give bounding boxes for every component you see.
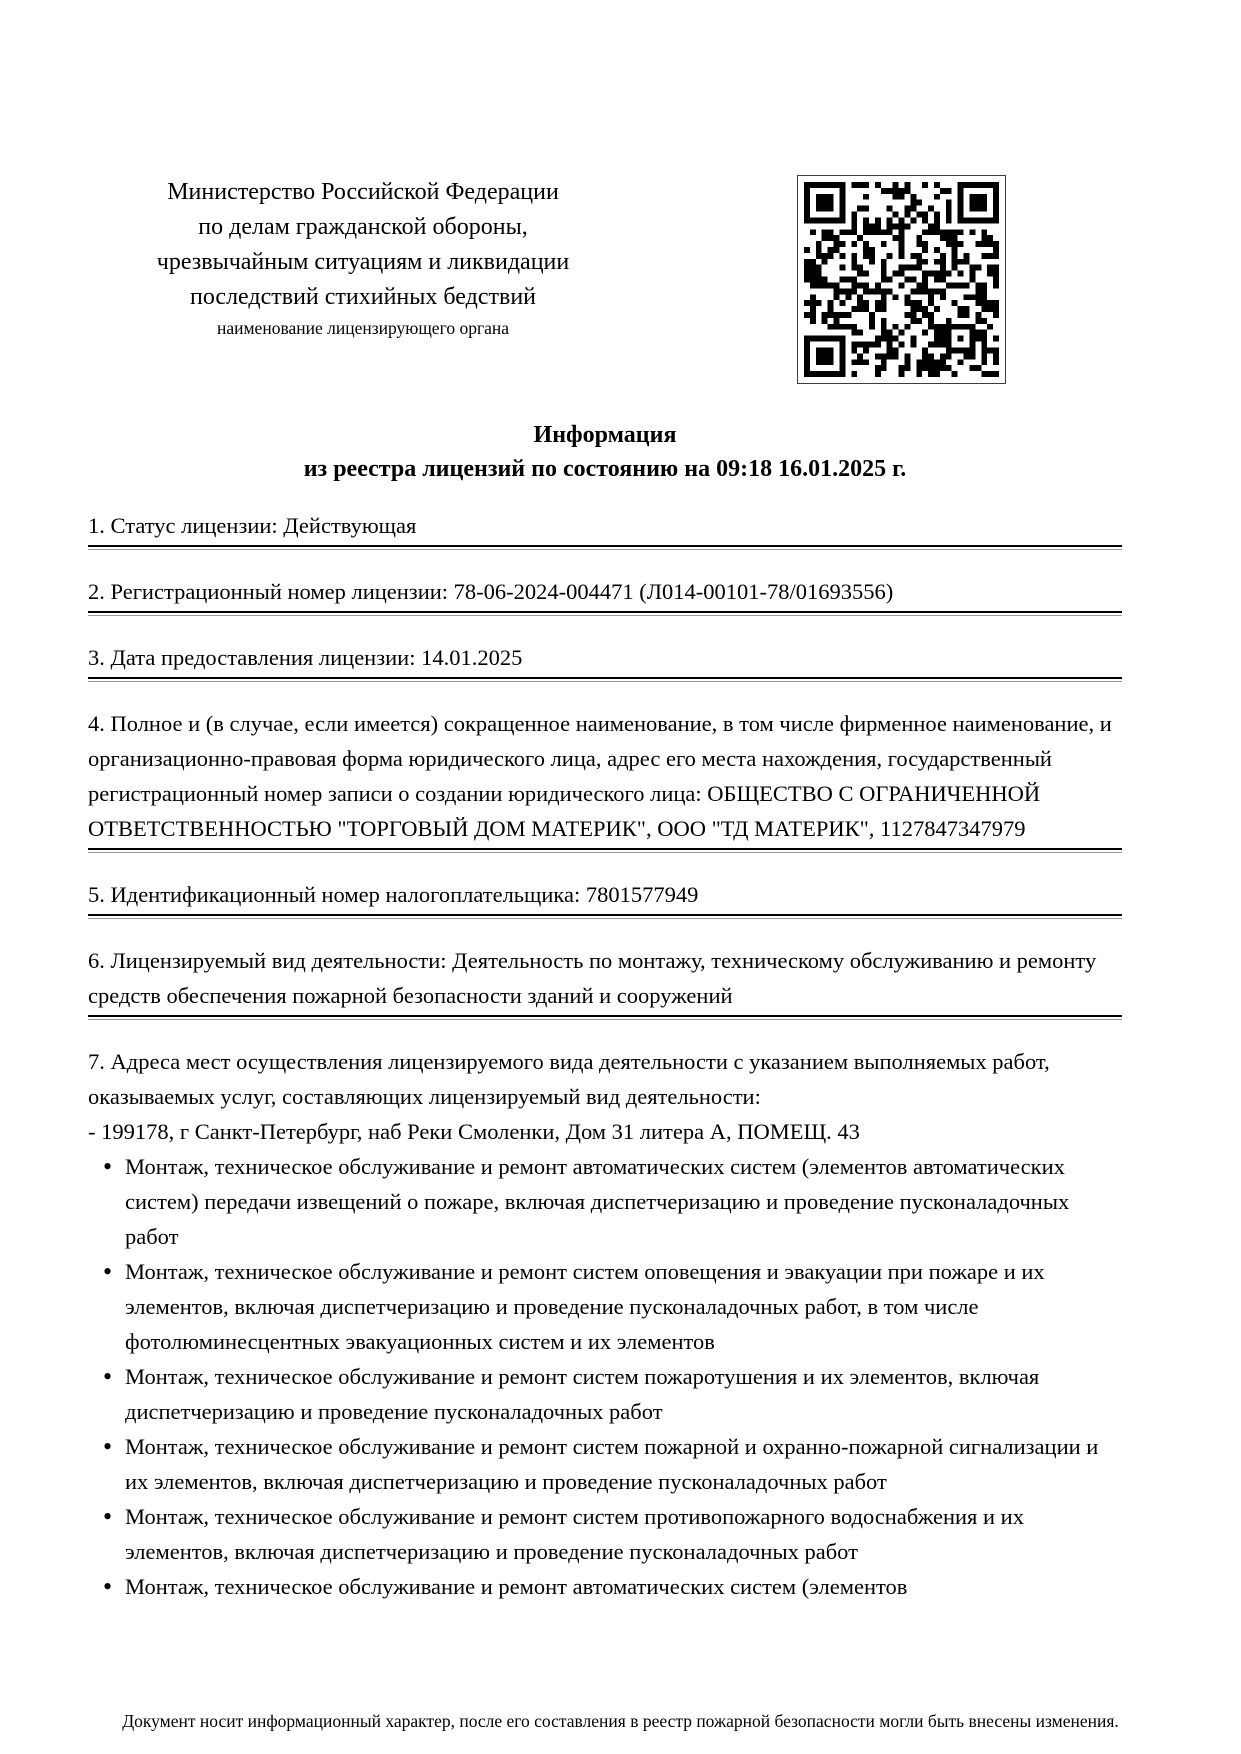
rule xyxy=(88,848,1122,853)
license-item-activity-type xyxy=(88,943,1122,1020)
ministry-name-line: по делам гражданской обороны, xyxy=(198,214,528,240)
rule xyxy=(88,677,1122,682)
footer-disclaimer: Документ носит информационный характер, после его составления в реестр пожарной безопасности могли быть внесены изменения. xyxy=(122,1711,1119,1731)
document-title-line1: Информация xyxy=(533,422,677,448)
license-item-text: 2. Регистрационный номер лицензии: 78-06-2024-004471 (Л014-00101-78/01693556) xyxy=(88,579,894,604)
work-item: • Монтаж, техническое обслуживание и ремонт систем пожаротушения и их элементов, включая диспетчеризацию и проведение пусконаладочных работ xyxy=(125,1359,1122,1429)
license-item-status xyxy=(88,508,1122,550)
document-title-line2: из реестра лицензий по состоянию на 09:18 16.01.2025 г. xyxy=(303,456,907,482)
license-item-grant-date xyxy=(88,640,1122,682)
license-item-legal-entity xyxy=(88,706,1122,853)
license-details xyxy=(88,508,1122,1604)
rule xyxy=(88,1015,1122,1020)
license-item-registration-number xyxy=(88,574,1122,616)
license-item-text: 7. Адреса мест осуществления лицензируемого вида деятельности с указанием выполняемых работ, оказываемых услуг, составляющих лицензируемый вид деятельности: xyxy=(88,1049,1050,1109)
license-item-text: 5. Идентификационный номер налогоплательщика: 7801577949 xyxy=(88,882,699,907)
work-item: • Монтаж, техническое обслуживание и ремонт систем противопожарного водоснабжения и их элементов, включая диспетчеризацию и проведение пусконаладочных работ xyxy=(125,1499,1122,1569)
rule xyxy=(88,914,1122,919)
licensing-authority-caption: наименование лицензирующего органа xyxy=(216,318,510,338)
license-item-text: 6. Лицензируемый вид деятельности: Деятельность по монтажу, техническому обслуживанию и ремонту средств обеспечения пожарной безопасности зданий и сооружений xyxy=(88,948,1097,1008)
work-item: • Монтаж, техническое обслуживание и ремонт автоматических систем (элементов xyxy=(125,1569,1122,1604)
work-item: • Монтаж, техническое обслуживание и ремонт систем оповещения и эвакуации при пожаре и их элементов, включая диспетчеризацию и проведение пусконаладочных работ, в том числе фотолюминесцентных эвакуационных систем и их элементов xyxy=(125,1254,1122,1359)
activity-address: - 199178, г Санкт-Петербург, наб Реки Смоленки, Дом 31 литера А, ПОМЕЩ. 43 xyxy=(88,1119,860,1144)
license-item-text: 3. Дата предоставления лицензии: 14.01.2025 xyxy=(88,645,523,670)
work-items-list xyxy=(88,1149,1122,1604)
work-item: • Монтаж, техническое обслуживание и ремонт автоматических систем (элементов автоматических систем) передачи извещений о пожаре, включая диспетчеризацию и проведение пусконаладочных работ xyxy=(125,1149,1122,1254)
qr-code-icon xyxy=(797,175,1006,384)
ministry-name-line: последствий стихийных бедствий xyxy=(189,284,537,310)
qr-code-svg xyxy=(804,182,999,377)
license-item-text: 1. Статус лицензии: Действующая xyxy=(88,513,417,538)
work-item: • Монтаж, техническое обслуживание и ремонт систем пожарной и охранно-пожарной сигнализации и их элементов, включая диспетчеризацию и проведение пусконаладочных работ xyxy=(125,1429,1122,1499)
document-title xyxy=(88,418,1122,486)
licensing-authority-block xyxy=(88,175,638,339)
ministry-name-line: чрезвычайным ситуациям и ликвидации xyxy=(156,249,570,275)
ministry-name-line: Министерство Российской Федерации xyxy=(167,179,559,205)
rule xyxy=(88,545,1122,550)
rule xyxy=(88,611,1122,616)
license-item-inn xyxy=(88,877,1122,919)
license-item-text: 4. Полное и (в случае, если имеется) сокращенное наименование, в том числе фирменное наименование, и организационно-правовая форма юридического лица, адрес его места нахождения, государственный регистрационный номер записи о создании юридического лица: ОБЩЕСТВО С ОГРАНИЧЕННОЙ ОТВЕТСТВЕННОСТЬЮ "ТОРГОВЫЙ ДОМ МАТЕРИК", ООО "ТД МАТЕРИК", 1127847347979 xyxy=(88,711,1112,841)
license-item-addresses xyxy=(88,1044,1122,1604)
